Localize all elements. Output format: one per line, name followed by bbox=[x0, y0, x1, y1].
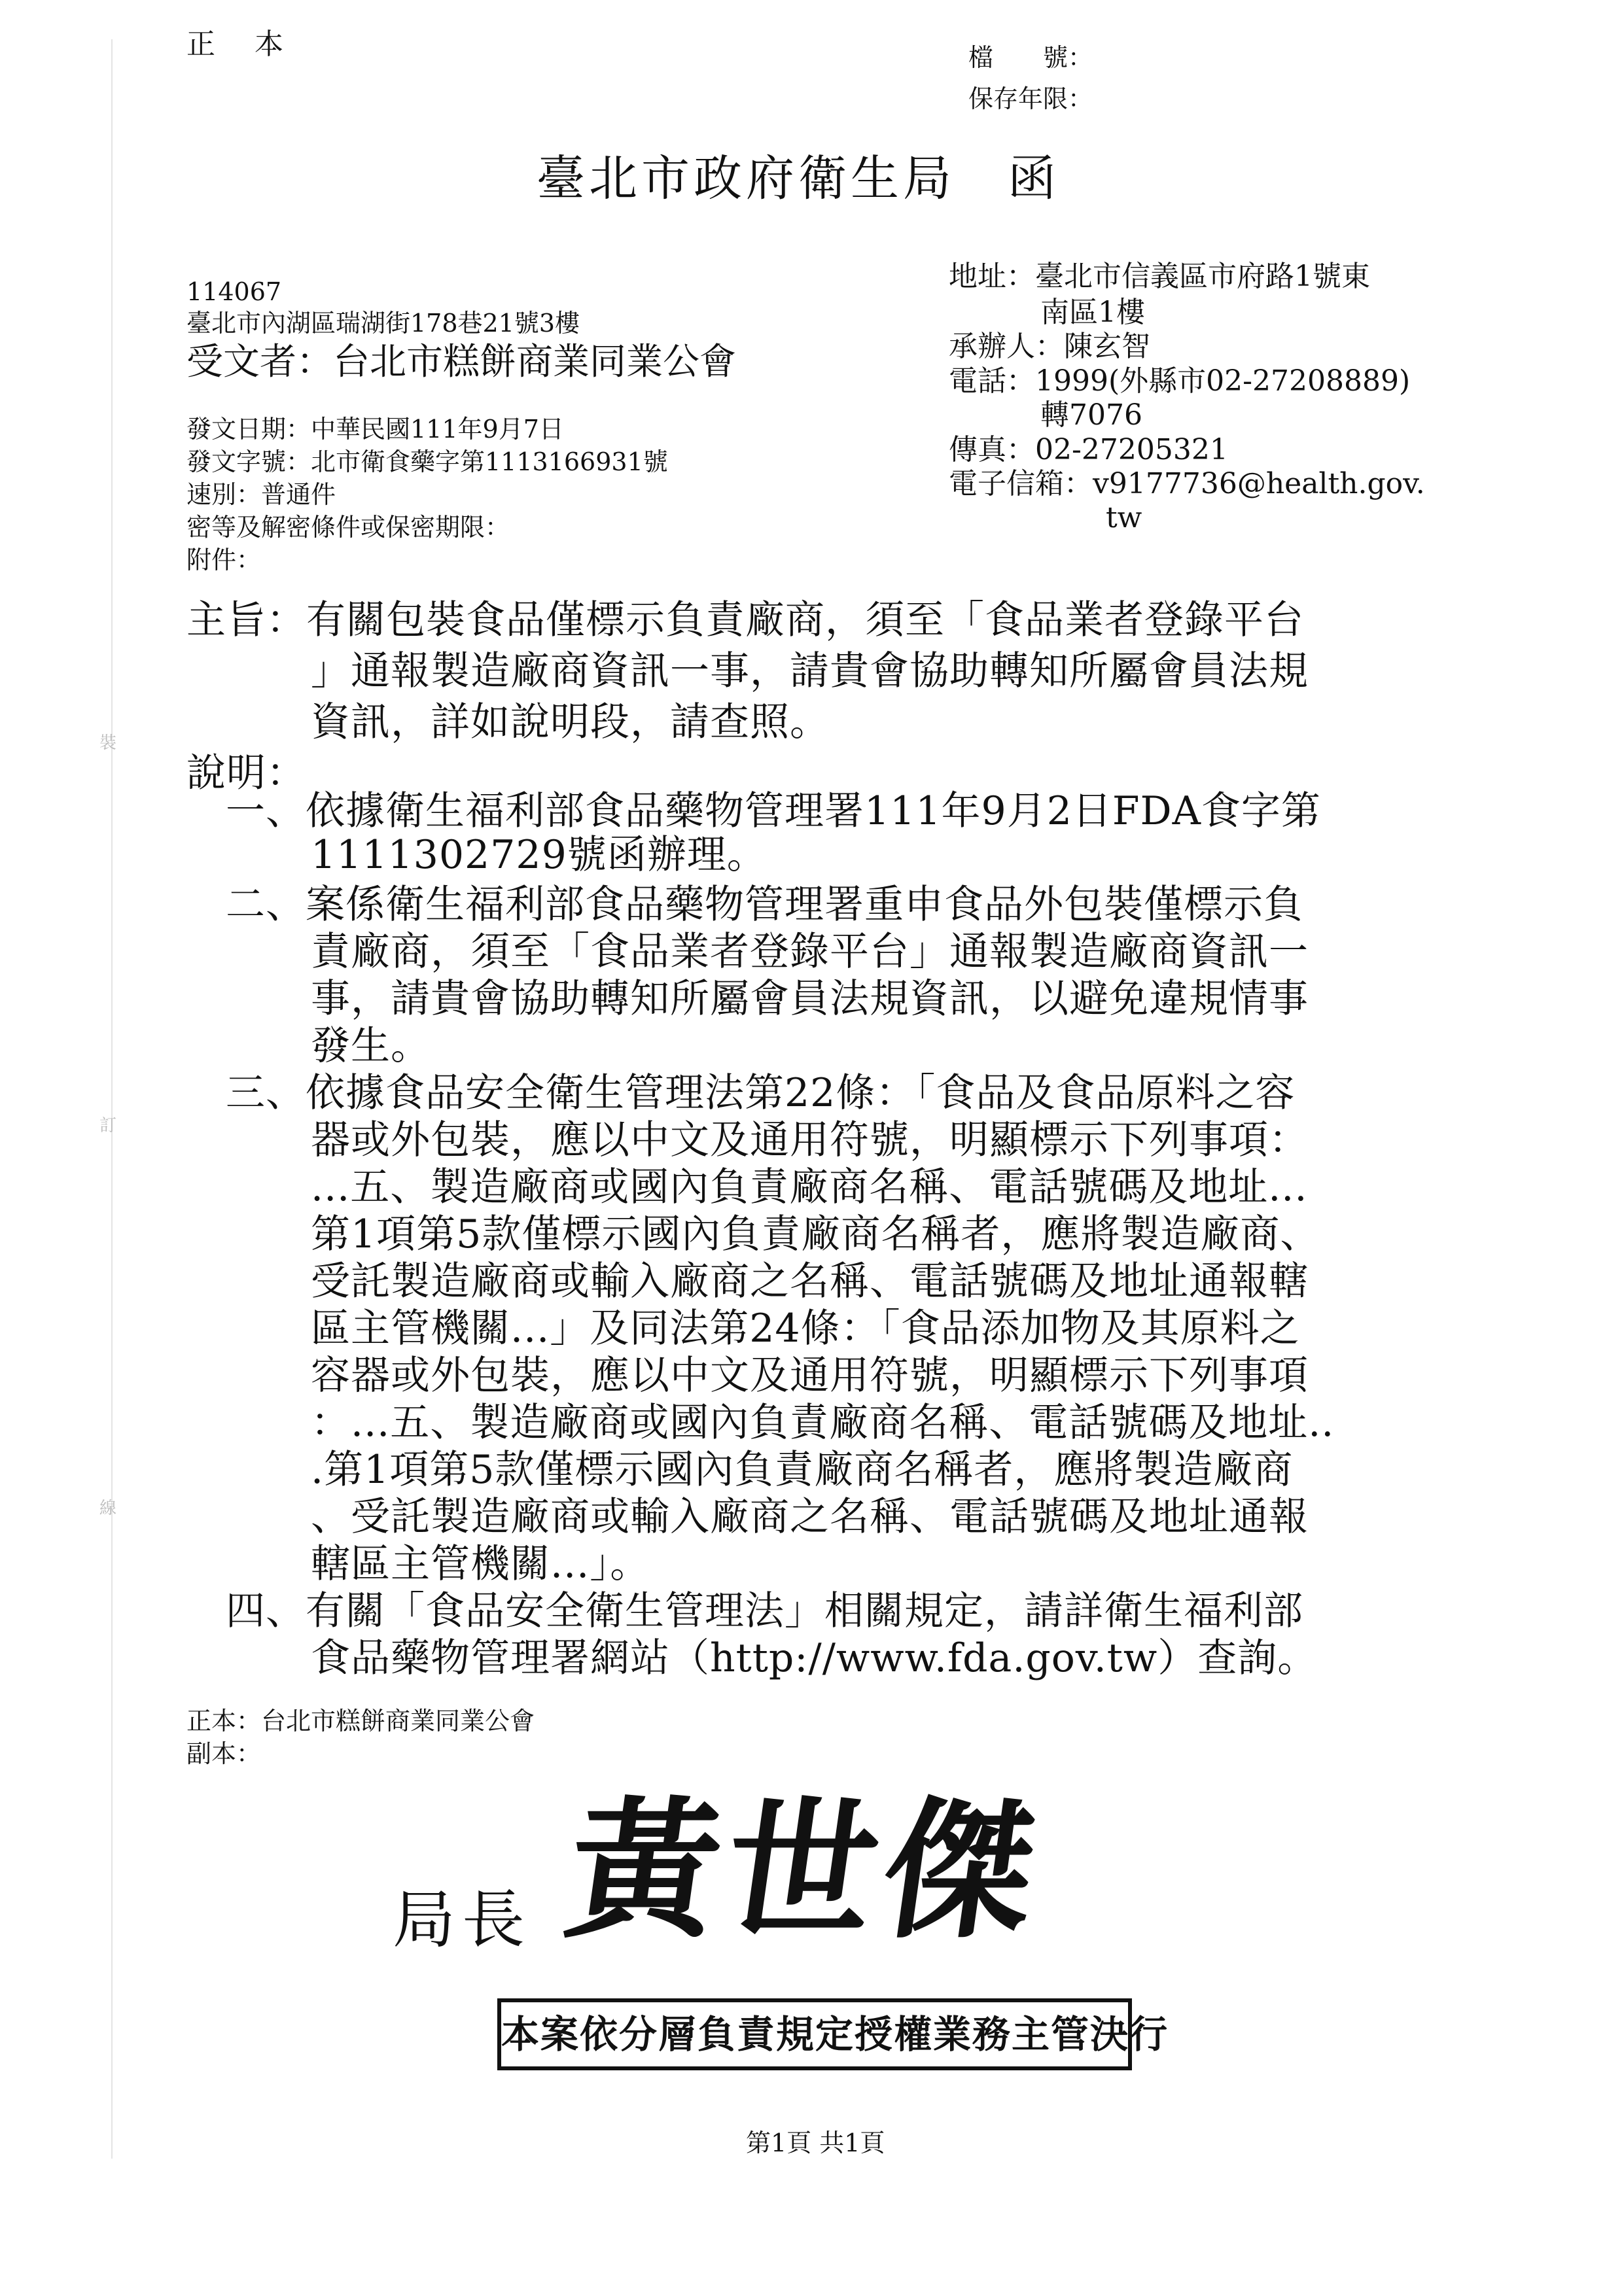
binding-line bbox=[111, 39, 113, 2159]
explanation-label: 說明： bbox=[186, 750, 306, 796]
delivery-speed: 速別：普通件 bbox=[186, 480, 336, 509]
document-number: 發文字號：北市衛食藥字第1113166931號 bbox=[186, 447, 668, 476]
authorization-stamp: 本案依分層負責規定授權業務主管決行 bbox=[497, 1998, 1132, 2070]
binding-mark-ding: 訂 bbox=[99, 1116, 117, 1136]
explanation-line: 食品藥物管理署網站（http://www.fda.gov.tw）查詢。 bbox=[311, 1635, 1318, 1681]
explanation-line: 1111302729號函辦理。 bbox=[311, 832, 767, 878]
explanation-line: 、受託製造廠商或輸入廠商之名稱、電話號碼及地址通報 bbox=[311, 1494, 1309, 1540]
explanation-line: 轄區主管機關...」。 bbox=[311, 1541, 650, 1587]
fax-number: 傳真：02-27205321 bbox=[949, 433, 1228, 466]
explanation-line: 事，請貴會協助轉知所屬會員法規資訊，以避免違規情事 bbox=[311, 976, 1309, 1022]
document-title: 臺北市政府衛生局 函 bbox=[537, 150, 1060, 207]
explanation-line: ...五、製造廠商或國內負責廠商名稱、電話號碼及地址... bbox=[311, 1164, 1308, 1210]
attachment-label: 附件： bbox=[186, 546, 262, 574]
recipient-address: 臺北市內湖區瑞湖街178巷21號3樓 bbox=[186, 309, 580, 338]
explanation-line: 區主管機關...」及同法第24條：「食品添加物及其原料之 bbox=[311, 1306, 1300, 1351]
explanation-line: 第1項第5款僅標示國內負責廠商名稱者，應將製造廠商、 bbox=[311, 1211, 1320, 1257]
sender-address-line2: 南區1樓 bbox=[1040, 296, 1145, 329]
explanation-line: 容器或外包裝，應以中文及通用符號，明顯標示下列事項 bbox=[311, 1353, 1309, 1399]
explanation-line: 三、依據食品安全衛生管理法第22條：「食品及食品原料之容 bbox=[226, 1070, 1296, 1116]
explanation-line: 受託製造廠商或輸入廠商之名稱、電話號碼及地址通報轄 bbox=[311, 1259, 1309, 1304]
copy-recipient: 副本： bbox=[186, 1739, 262, 1768]
phone-line2: 轉7076 bbox=[1040, 398, 1142, 432]
postal-code: 114067 bbox=[186, 277, 282, 306]
copy-type-label: 正 本 bbox=[186, 27, 289, 61]
binding-mark-zhuang: 裝 bbox=[99, 733, 117, 753]
explanation-line: 器或外包裝，應以中文及通用符號，明顯標示下列事項： bbox=[311, 1117, 1309, 1163]
explanation-line: 發生。 bbox=[311, 1023, 431, 1069]
director-title: 局長 bbox=[393, 1883, 531, 1957]
phone-line1: 電話：1999(外縣市02-27208889) bbox=[949, 364, 1411, 398]
secrecy-level: 密等及解密條件或保密期限： bbox=[186, 513, 510, 542]
contact-person: 承辦人：陳玄智 bbox=[949, 330, 1150, 363]
retention-period-label: 保存年限： bbox=[968, 84, 1093, 113]
subject-line: 資訊，詳如說明段，請查照。 bbox=[311, 699, 830, 745]
page-number: 第1頁 共1頁 bbox=[746, 2129, 885, 2157]
subject-line: 」通報製造廠商資訊一事，請貴會協助轉知所屬會員法規 bbox=[311, 648, 1309, 694]
email-line1: 電子信箱：v9177736@health.gov. bbox=[949, 467, 1425, 500]
explanation-line: .第1項第5款僅標示國內負責廠商名稱者，應將製造廠商 bbox=[311, 1447, 1294, 1493]
explanation-line: 二、案係衛生福利部食品藥物管理署重申食品外包裝僅標示負 bbox=[226, 882, 1303, 928]
explanation-line: 四、有關「食品安全衛生管理法」相關規定，請詳衛生福利部 bbox=[226, 1588, 1303, 1634]
director-signature: 黃世傑 bbox=[557, 1783, 1053, 1959]
explanation-line: 責廠商，須至「食品業者登錄平台」通報製造廠商資訊一 bbox=[311, 929, 1309, 975]
explanation-line: ：...五、製造廠商或國內負責廠商名稱、電話號碼及地址.. bbox=[311, 1400, 1335, 1446]
sender-address-line1: 地址：臺北市信義區市府路1號東 bbox=[949, 260, 1370, 293]
file-number-label: 檔 號： bbox=[968, 43, 1093, 72]
binding-mark-xian: 線 bbox=[99, 1499, 117, 1518]
subject-line: 主旨：有關包裝食品僅標示負責廠商，須至「食品業者登錄平台 bbox=[186, 597, 1304, 643]
email-line2: tw bbox=[1106, 501, 1142, 534]
issue-date: 發文日期：中華民國111年9月7日 bbox=[186, 415, 564, 444]
recipient-name: 受文者：台北市糕餅商業同業公會 bbox=[186, 341, 736, 383]
explanation-line: 一、依據衛生福利部食品藥物管理署111年9月2日FDA食字第 bbox=[226, 788, 1321, 834]
original-recipient: 正本：台北市糕餅商業同業公會 bbox=[186, 1707, 535, 1735]
